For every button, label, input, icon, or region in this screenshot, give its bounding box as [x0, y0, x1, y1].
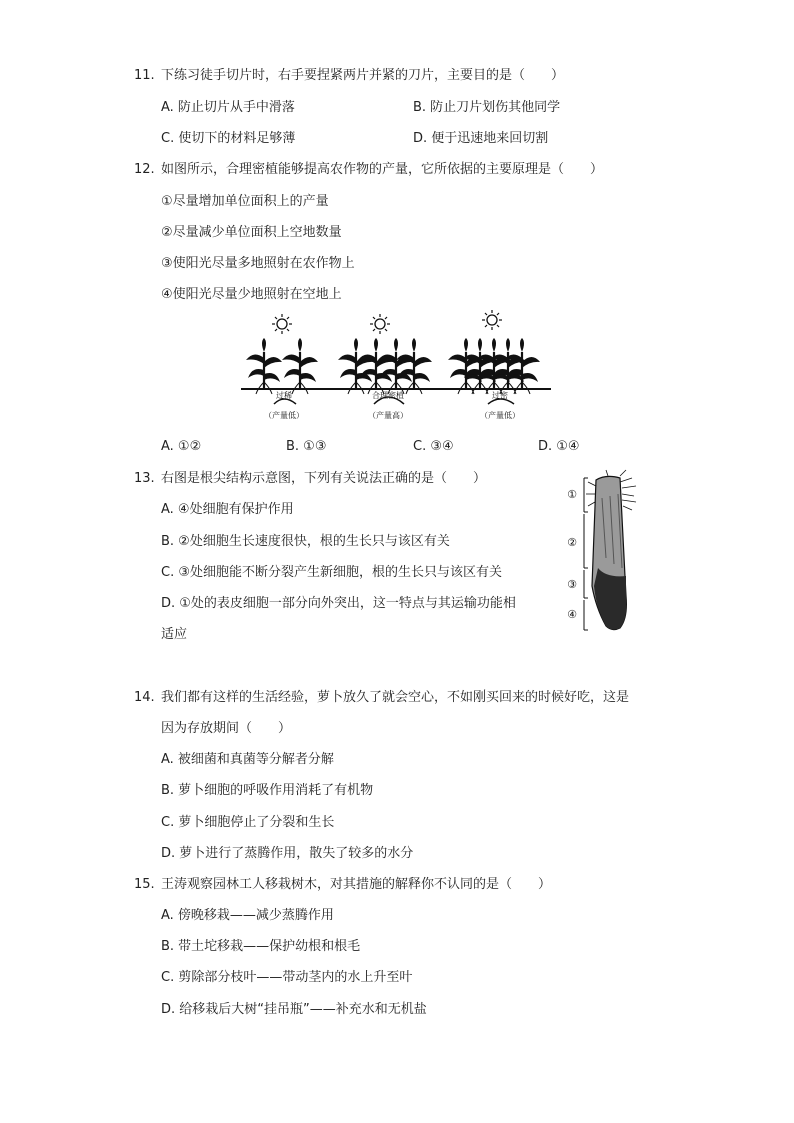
- question-stem: 我们都有这样的生活经验，萝卜放久了就会空心，不如刚买回来的时候好吃，这是: [161, 690, 630, 705]
- option-d: D. 萝卜进行了蒸腾作用，散失了较多的水分: [161, 846, 414, 861]
- root-tip-figure: [562, 468, 662, 634]
- statement-2: ②尽量减少单位面积上空地数量: [161, 225, 342, 240]
- root-label-4: ④: [567, 608, 577, 621]
- option-a: A. ①②: [161, 439, 202, 454]
- option-c: C. ③④: [413, 439, 454, 454]
- option-a: A. ④处细胞有保护作用: [161, 502, 294, 517]
- question-stem: 王涛观察园林工人移栽树木，对其措施的解释你不认同的是（ ）: [161, 877, 552, 892]
- option-d-continued: 适应: [161, 627, 188, 642]
- figure-label-dense: 过密: [492, 391, 508, 400]
- option-c: C. 剪除部分枝叶——带动茎内的水上升至叶: [161, 970, 413, 985]
- question-number: 11.: [134, 68, 155, 83]
- option-b: B. 防止刀片划伤其他同学: [413, 100, 561, 115]
- statement-4: ④使阳光尽量少地照射在空地上: [161, 287, 342, 302]
- option-b: B. ①③: [286, 439, 327, 454]
- statement-3: ③使阳光尽量多地照射在农作物上: [161, 256, 355, 271]
- question-number: 13.: [134, 471, 155, 486]
- question-stem-continued: 因为存放期间（ ）: [161, 721, 292, 736]
- root-label-3: ③: [567, 578, 577, 591]
- option-a: A. 傍晚移栽——减少蒸腾作用: [161, 908, 334, 923]
- option-a: A. 被细菌和真菌等分解者分解: [161, 752, 334, 767]
- option-c: C. 萝卜细胞停止了分裂和生长: [161, 815, 335, 830]
- root-label-1: ①: [567, 488, 577, 501]
- figure-label-sparse: 过稀: [276, 391, 292, 400]
- question-number: 15.: [134, 877, 155, 892]
- planting-density-figure: [238, 308, 554, 430]
- question-number: 14.: [134, 690, 155, 705]
- statement-1: ①尽量增加单位面积上的产量: [161, 194, 329, 209]
- option-c: C. 使切下的材料足够薄: [161, 131, 296, 146]
- option-b: B. 萝卜细胞的呼吸作用消耗了有机物: [161, 783, 374, 798]
- option-b: B. 带土坨移栽——保护幼根和根毛: [161, 939, 361, 954]
- root-label-2: ②: [567, 536, 577, 549]
- figure-label-reasonable: 合理密植: [372, 391, 404, 400]
- option-b: B. ②处细胞生长速度很快，根的生长只与该区有关: [161, 534, 450, 549]
- option-d: D. ①④: [538, 439, 580, 454]
- option-d: D. 给移栽后大树“挂吊瓶”——补充水和无机盐: [161, 1002, 427, 1017]
- question-stem: 下练习徒手切片时，右手要捏紧两片并紧的刀片，主要目的是（ ）: [161, 68, 565, 83]
- figure-yield-dense: （产量低）: [480, 411, 520, 420]
- option-d: D. ①处的表皮细胞一部分向外突出，这一特点与其运输功能相: [161, 596, 516, 611]
- figure-yield-sparse: （产量低）: [264, 411, 304, 420]
- figure-yield-reasonable: （产量高）: [368, 411, 408, 420]
- option-a: A. 防止切片从手中滑落: [161, 100, 295, 115]
- question-number: 12.: [134, 162, 155, 177]
- question-stem: 如图所示，合理密植能够提高农作物的产量，它所依据的主要原理是（ ）: [161, 162, 604, 177]
- question-stem: 右图是根尖结构示意图，下列有关说法正确的是（ ）: [161, 471, 487, 486]
- option-d: D. 便于迅速地来回切割: [413, 131, 549, 146]
- option-c: C. ③处细胞能不断分裂产生新细胞，根的生长只与该区有关: [161, 565, 502, 580]
